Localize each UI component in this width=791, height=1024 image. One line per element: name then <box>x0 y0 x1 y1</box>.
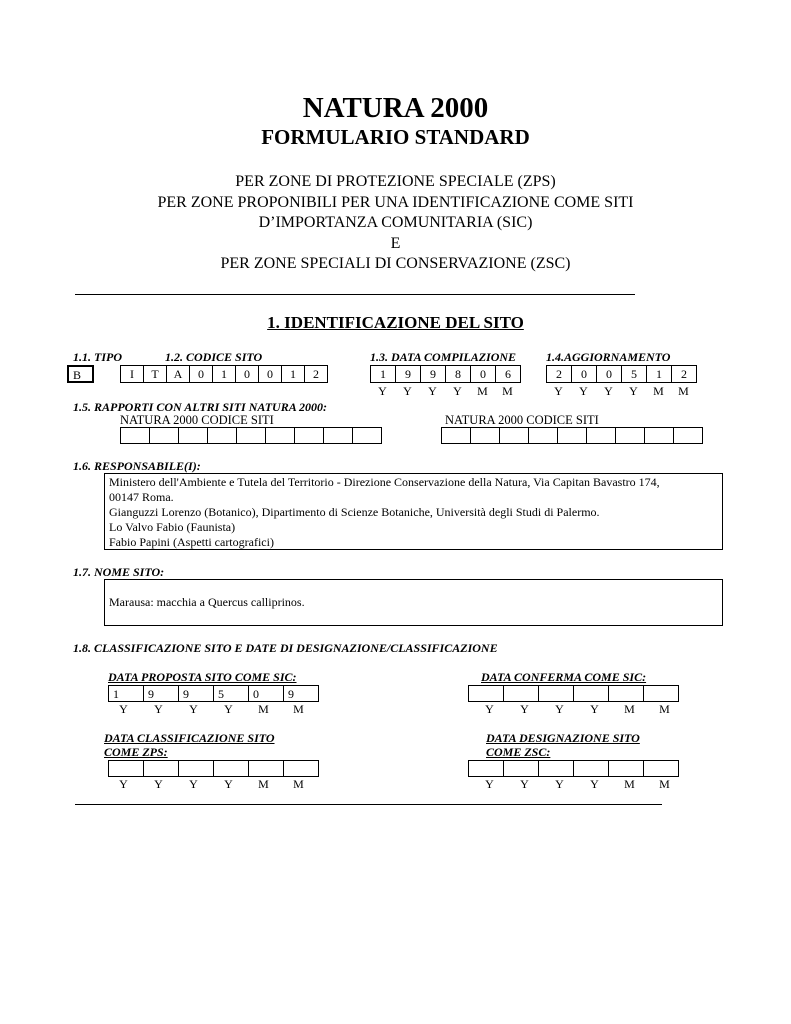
legend-letter: Y <box>555 777 564 791</box>
rapporti-cell[interactable] <box>441 427 471 444</box>
date-legend <box>472 702 682 716</box>
date-cell[interactable]: 0 <box>248 685 284 702</box>
page-subtitle: FORMULARIO STANDARD <box>261 125 530 149</box>
legend-letter: Y <box>590 777 599 791</box>
data-compilazione-label: 1.3. DATA COMPILAZIONE <box>370 350 517 364</box>
responsabili-line: 00147 Roma. <box>109 490 174 504</box>
classificazione-label: 1.8. CLASSIFICAZIONE SITO E DATE DI DESIGNAZIONE/CLASSIFICAZIONE <box>73 641 498 655</box>
date-cell[interactable]: 0 <box>596 365 622 383</box>
legend-letter: Y <box>604 384 613 398</box>
rapporti-cell[interactable] <box>265 427 295 444</box>
date-cell[interactable] <box>143 760 179 777</box>
codice-sito-field[interactable] <box>120 365 328 383</box>
legend-letter: M <box>624 777 635 791</box>
codice-cell[interactable]: 1 <box>212 365 236 383</box>
codice-cell[interactable]: I <box>120 365 144 383</box>
legend-letter: Y <box>453 384 462 398</box>
legend-letter: M <box>659 702 670 716</box>
date-cell[interactable]: 8 <box>445 365 471 383</box>
codice-sito-label: 1.2. CODICE SITO <box>165 350 263 364</box>
rapporti-left-label: NATURA 2000 CODICE SITI <box>120 413 274 427</box>
codice-cell[interactable]: 0 <box>235 365 259 383</box>
rapporti-cell[interactable] <box>294 427 324 444</box>
legend-letter: M <box>258 702 269 716</box>
legend-letter: Y <box>555 702 564 716</box>
date-legend <box>106 702 316 716</box>
responsabili-field[interactable] <box>104 473 723 550</box>
rapporti-left-field[interactable] <box>120 427 382 444</box>
legend-letter: Y <box>485 702 494 716</box>
zsc-label-line1: DATA DESIGNAZIONE SITO <box>486 731 640 745</box>
date-cell[interactable]: 0 <box>571 365 597 383</box>
legend-letter: Y <box>520 702 529 716</box>
section-title: 1. IDENTIFICAZIONE DEL SITO <box>267 313 524 332</box>
tipo-label: 1.1. TIPO <box>73 350 122 364</box>
responsabili-line: Fabio Papini (Aspetti cartografici) <box>109 535 274 549</box>
rapporti-cell[interactable] <box>352 427 382 444</box>
legend-letter: M <box>293 702 304 716</box>
date-cell[interactable]: 9 <box>395 365 421 383</box>
intro-line: PER ZONE SPECIALI DI CONSERVAZIONE (ZSC) <box>220 255 571 272</box>
date-cell[interactable] <box>538 760 574 777</box>
codice-cell[interactable]: T <box>143 365 167 383</box>
rapporti-cell[interactable] <box>236 427 266 444</box>
zps-label-line1: DATA CLASSIFICAZIONE SITO <box>104 731 275 745</box>
date-cell[interactable] <box>468 760 504 777</box>
responsabili-line: Lo Valvo Fabio (Faunista) <box>109 520 236 534</box>
legend-letter: Y <box>378 384 387 398</box>
rapporti-cell[interactable] <box>586 427 616 444</box>
rapporti-right-field[interactable] <box>441 427 703 444</box>
data-compilazione-field[interactable] <box>370 365 521 383</box>
zps-label-line2: COME ZPS: <box>104 745 168 759</box>
date-cell[interactable]: 0 <box>470 365 496 383</box>
date-cell[interactable] <box>573 685 609 702</box>
rapporti-cell[interactable] <box>673 427 703 444</box>
legend-letter: Y <box>579 384 588 398</box>
date-cell[interactable] <box>573 760 609 777</box>
rapporti-cell[interactable] <box>323 427 353 444</box>
responsabili-line: Ministero dell'Ambiente e Tutela del Territorio - Direzione Conservazione della Natura, Via Capitan Bavastro 174, <box>109 475 660 489</box>
zsc-label-line2: COME ZSC: <box>486 745 551 759</box>
page-title: NATURA 2000 <box>302 92 489 124</box>
legend-letter: Y <box>485 777 494 791</box>
date-legend <box>472 777 682 791</box>
legend-letter: Y <box>119 702 128 716</box>
date-cell[interactable] <box>468 685 504 702</box>
date-legend <box>370 384 520 398</box>
date-legend <box>546 384 696 398</box>
nome-sito-value: Marausa: macchia a Quercus calliprinos. <box>109 595 305 609</box>
date-cell[interactable]: 1 <box>370 365 396 383</box>
codice-cell[interactable]: 0 <box>258 365 282 383</box>
legend-letter: M <box>258 777 269 791</box>
legend-letter: M <box>678 384 689 398</box>
rapporti-cell[interactable] <box>178 427 208 444</box>
date-cell[interactable] <box>213 760 249 777</box>
date-legend <box>106 777 316 791</box>
legend-letter: M <box>659 777 670 791</box>
codice-cell[interactable]: 2 <box>304 365 328 383</box>
proposta-sic-field[interactable] <box>108 685 319 702</box>
legend-letter: M <box>653 384 664 398</box>
codice-cell[interactable]: 0 <box>189 365 213 383</box>
intro-line: PER ZONE DI PROTEZIONE SPECIALE (ZPS) <box>235 173 556 190</box>
date-cell[interactable] <box>178 760 214 777</box>
aggiornamento-field[interactable] <box>546 365 697 383</box>
date-cell[interactable] <box>283 760 319 777</box>
rapporti-cell[interactable] <box>470 427 500 444</box>
legend-letter: M <box>477 384 488 398</box>
tipo-cell[interactable]: B <box>67 365 94 383</box>
codice-cell[interactable]: A <box>166 365 190 383</box>
conferma-sic-field[interactable] <box>468 685 679 702</box>
date-cell[interactable] <box>643 685 679 702</box>
divider <box>75 804 662 805</box>
responsabili-label: 1.6. RESPONSABILE(I): <box>73 459 201 473</box>
legend-letter: Y <box>154 777 163 791</box>
rapporti-cell[interactable] <box>557 427 587 444</box>
rapporti-cell[interactable] <box>644 427 674 444</box>
date-cell[interactable]: 1 <box>646 365 672 383</box>
date-cell[interactable]: 5 <box>213 685 249 702</box>
date-cell[interactable] <box>608 760 644 777</box>
legend-letter: Y <box>119 777 128 791</box>
date-cell[interactable]: 9 <box>283 685 319 702</box>
legend-letter: Y <box>224 702 233 716</box>
legend-letter: Y <box>403 384 412 398</box>
date-cell[interactable]: 2 <box>546 365 572 383</box>
intro-line: PER ZONE PROPONIBILI PER UNA IDENTIFICAZIONE COME SITI <box>157 193 634 211</box>
legend-letter: Y <box>428 384 437 398</box>
legend-letter: Y <box>554 384 563 398</box>
date-cell[interactable]: 1 <box>108 685 144 702</box>
legend-letter: Y <box>189 777 198 791</box>
rapporti-cell[interactable] <box>149 427 179 444</box>
date-cell[interactable]: 5 <box>621 365 647 383</box>
date-cell[interactable] <box>503 760 539 777</box>
date-cell[interactable]: 9 <box>143 685 179 702</box>
legend-letter: M <box>624 702 635 716</box>
date-cell[interactable] <box>608 685 644 702</box>
rapporti-label: 1.5. RAPPORTI CON ALTRI SITI NATURA 2000: <box>73 400 328 414</box>
legend-letter: Y <box>224 777 233 791</box>
responsabili-line: Gianguzzi Lorenzo (Botanico), Dipartimento di Scienze Botaniche, Università degli Studi di Palermo. <box>109 505 600 519</box>
rapporti-cell[interactable] <box>499 427 529 444</box>
proposta-sic-label: DATA PROPOSTA SITO COME SIC: <box>108 670 297 684</box>
legend-letter: M <box>502 384 513 398</box>
date-cell[interactable]: 2 <box>671 365 697 383</box>
nome-sito-label: 1.7. NOME SITO: <box>73 565 165 579</box>
date-cell[interactable]: 9 <box>420 365 446 383</box>
intro-text <box>0 172 791 275</box>
rapporti-cell[interactable] <box>615 427 645 444</box>
rapporti-right-label: NATURA 2000 CODICE SITI <box>445 413 599 427</box>
date-cell[interactable] <box>503 685 539 702</box>
divider <box>75 294 635 295</box>
date-cell[interactable]: 6 <box>495 365 521 383</box>
intro-line: E <box>390 234 401 252</box>
legend-letter: Y <box>590 702 599 716</box>
legend-letter: M <box>293 777 304 791</box>
date-cell[interactable] <box>643 760 679 777</box>
legend-letter: Y <box>154 702 163 716</box>
rapporti-cell[interactable] <box>120 427 150 444</box>
zps-field[interactable] <box>108 760 319 777</box>
tipo-field[interactable] <box>67 365 94 383</box>
date-cell[interactable] <box>538 685 574 702</box>
aggiornamento-label: 1.4.AGGIORNAMENTO <box>546 350 671 364</box>
date-cell[interactable] <box>108 760 144 777</box>
legend-letter: Y <box>189 702 198 716</box>
rapporti-cell[interactable] <box>528 427 558 444</box>
nome-sito-field[interactable] <box>104 579 723 626</box>
zsc-field[interactable] <box>468 760 679 777</box>
intro-line: D’IMPORTANZA COMUNITARIA (SIC) <box>258 214 533 231</box>
legend-letter: Y <box>629 384 638 398</box>
date-cell[interactable] <box>248 760 284 777</box>
conferma-sic-label: DATA CONFERMA COME SIC: <box>481 670 647 684</box>
legend-letter: Y <box>520 777 529 791</box>
date-cell[interactable]: 9 <box>178 685 214 702</box>
codice-cell[interactable]: 1 <box>281 365 305 383</box>
rapporti-cell[interactable] <box>207 427 237 444</box>
